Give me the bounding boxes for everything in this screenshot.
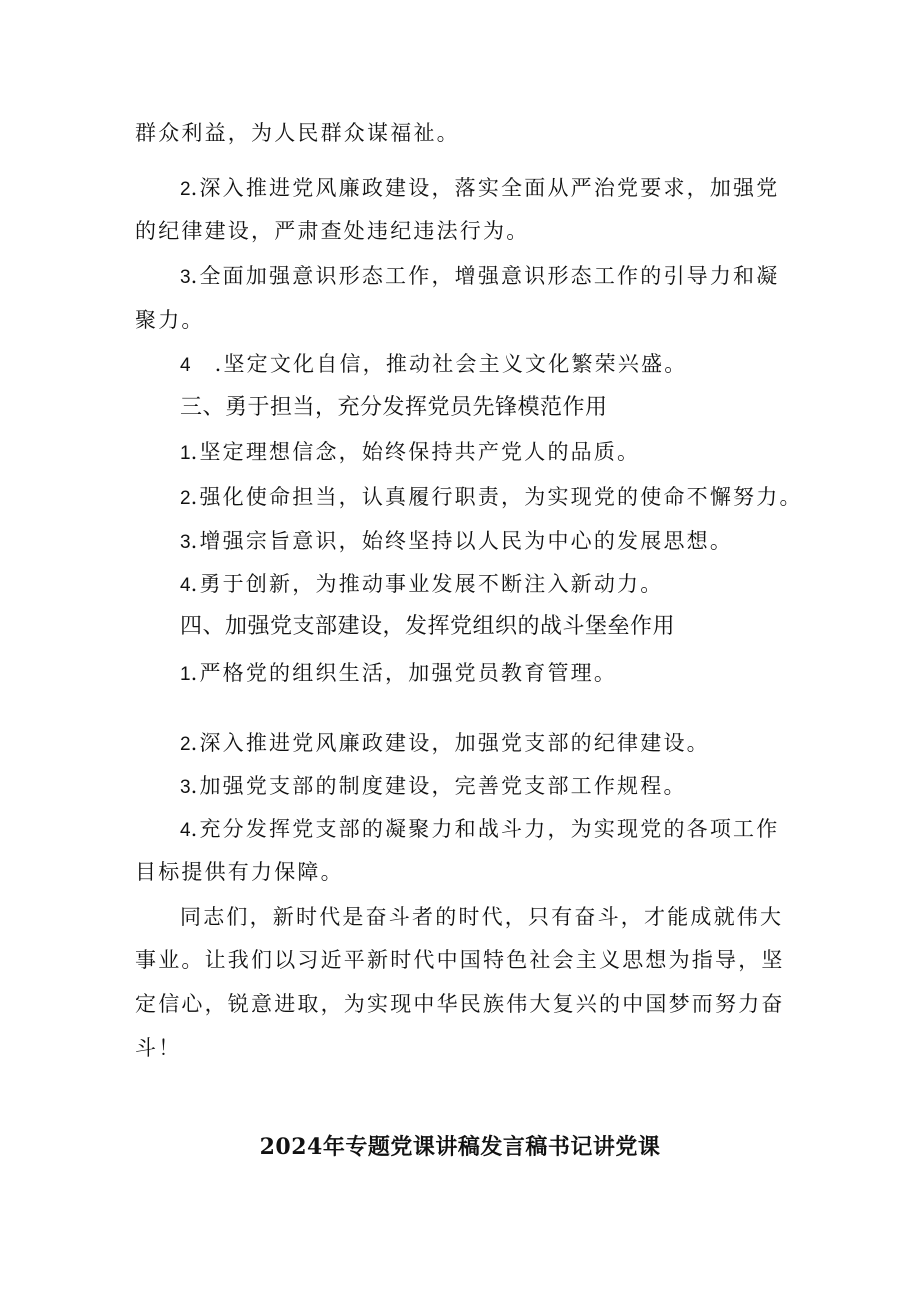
list-item-2-3 [180,262,779,292]
list-item-3-4 [180,570,663,600]
list-item-4-4 [180,815,779,845]
closing-paragraph-line-2: 事业。让我们以习近平新时代中国特色社会主义思想为指导，坚 [135,948,785,972]
list-number: 4 [180,575,191,596]
list-number: 4 [180,355,191,376]
list-text: .全面加强意识形态工作，增强意识形态工作的引导力和凝 [190,264,780,288]
list-item-3-1 [180,438,640,468]
list-number: 4 [180,820,191,841]
list-number: 3 [180,777,191,798]
list-text: .加强党支部的制度建设，完善党支部工作规程。 [190,774,687,798]
list-text: .充分发挥党支部的凝聚力和战斗力，为实现党的各项工作 [190,817,780,841]
next-document-title: 2024年专题党课讲稿发言稿书记讲党课 [259,1134,661,1160]
closing-paragraph-line-4: 斗！ [135,1036,182,1060]
list-number: 2 [180,179,191,200]
list-text: .勇于创新，为推动事业发展不断注入新动力。 [190,572,664,596]
paragraph-continuation: 群众利益，为人民群众谋福祉。 [135,121,460,145]
list-item-3-2 [180,483,803,513]
list-text: .强化使命担当，认真履行职责，为实现党的使命不懈努力。 [190,485,803,509]
list-text: .增强宗旨意识，始终坚持以人民为中心的发展思想。 [190,529,734,553]
section-heading-3: 三、勇于担当，充分发挥党员先锋模范作用 [180,395,608,420]
list-item-2-2 [180,174,779,204]
list-item-4-1 [180,659,617,689]
list-item-4-2 [180,729,710,759]
list-text: .深入推进党风廉政建设，加强党支部的纪律建设。 [190,731,710,755]
list-item-4-3 [180,772,687,802]
list-text: .坚定文化自信，推动社会主义文化繁荣兴盛。 [214,352,688,376]
list-text: .坚定理想信念，始终保持共产党人的品质。 [190,440,641,464]
list-number: 1 [180,664,191,685]
list-item-4-4-cont: 目标提供有力保障。 [135,860,344,884]
closing-paragraph-line-1: 同志们，新时代是奋斗者的时代，只有奋斗，才能成就伟大 [180,905,784,929]
list-number: 3 [180,532,191,553]
section-heading-4: 四、加强党支部建设，发挥党组织的战斗堡垒作用 [180,614,676,639]
list-number: 1 [180,443,191,464]
list-number: 2 [180,734,191,755]
list-text: .深入推进党风廉政建设，落实全面从严治党要求，加强党 [190,176,780,200]
list-number: 2 [180,488,191,509]
list-item-2-4 [180,350,687,380]
closing-paragraph-line-3: 定信心，锐意进取，为实现中华民族伟大复兴的中国梦而努力奋 [135,992,785,1016]
list-item-2-3-cont: 聚力。 [135,308,205,332]
list-text: .严格党的组织生活，加强党员教育管理。 [190,661,618,685]
list-item-2-2-cont: 的纪律建设，严肃查处违纪违法行为。 [135,219,530,243]
list-number: 3 [180,267,191,288]
list-item-3-3 [180,527,733,557]
